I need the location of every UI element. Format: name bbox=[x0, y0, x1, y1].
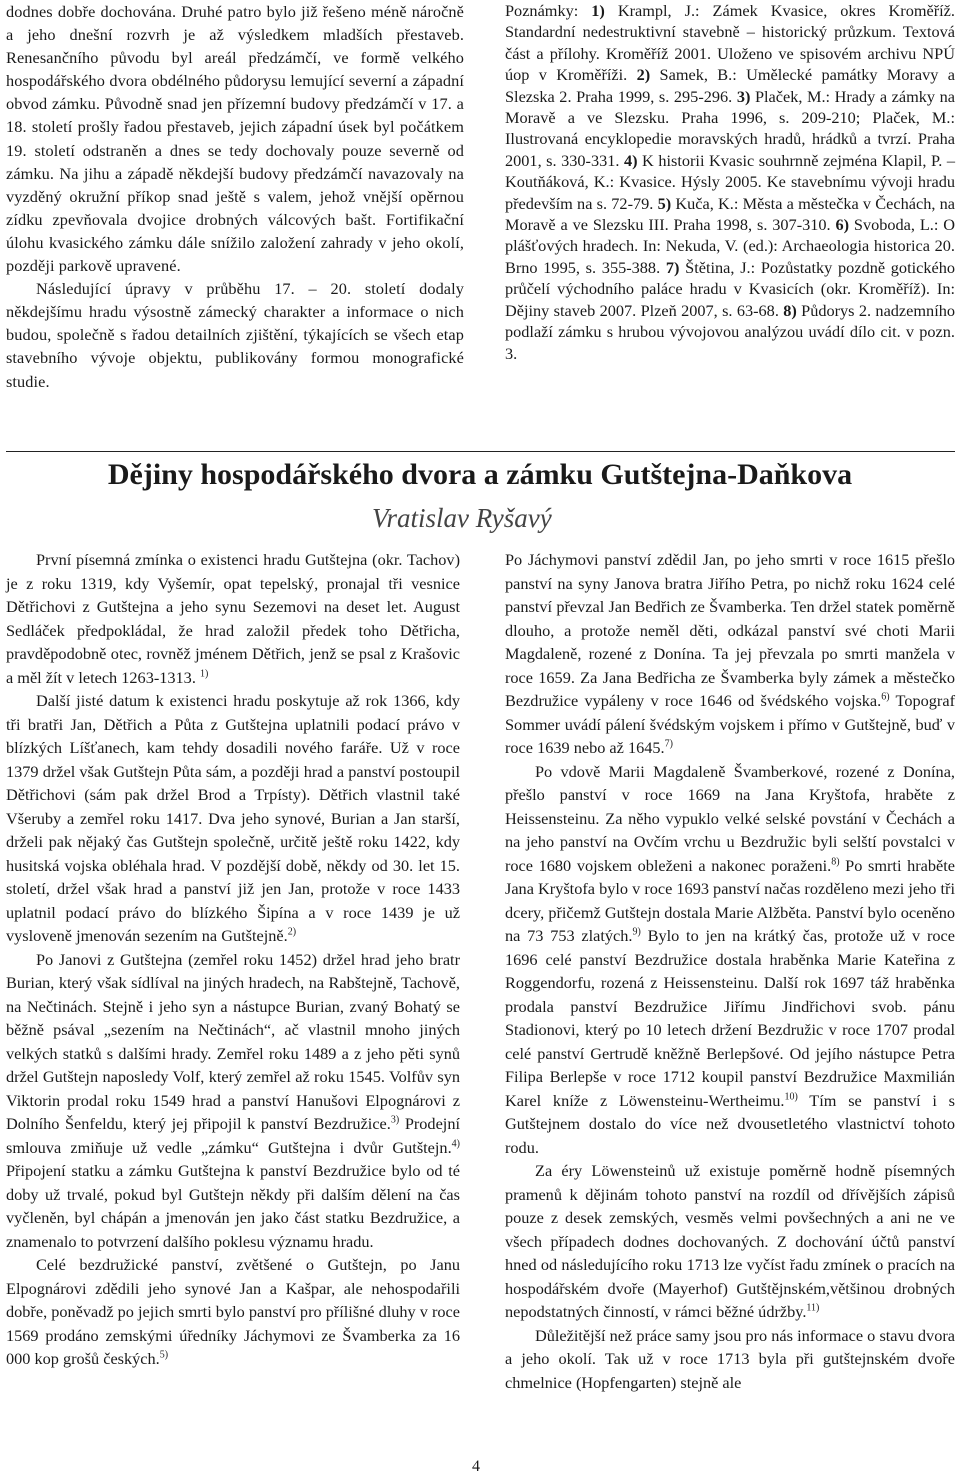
footnote-ref: 6) bbox=[881, 691, 890, 703]
note-number: 2) bbox=[636, 65, 651, 85]
notes-list bbox=[505, 0, 955, 364]
note-number: 3) bbox=[736, 86, 751, 106]
paragraph-text: Další jisté datum k existenci hradu poskytuje až rok 1366, kdy tři bratři Jan, Dětřich a Půta z Gutštejna uplatnili podací právo v blízkých Líšťanech, kam tehdy dosadili nového faráře. Už v roce 1379 držel však Gutštejn Půta sám, a později hrad a panství postoupil Dětřichovi (sám pak držel Brod a Trpísty). Dětřich vlastnil také Všeruby a zemřel roku 1417. Dva jeho synové, Burian a Jan starší, drželi pak nějaký čas Gutštejn společně, určitě ještě roku 1422, kdy husitská vojska obléhala hrad. V pozdější době, někdy od 30. let 15. století, držel však hrad a panství již jen Jan, protože v roce 1433 uplatnil podací právo do blízkého Šipína a v roce 1439 je už vysloveně jmenován sezením na Gutštejně. bbox=[6, 691, 460, 945]
note-number: 7) bbox=[665, 257, 680, 277]
paragraph bbox=[505, 548, 955, 760]
paragraph-text: Tím se panství i s Gutštejnem dostalo do více než dvousetletého vlastnictví tohoto rodu. bbox=[505, 1090, 955, 1157]
paragraph-text: Topograf Sommer uvádí pálení švédským vojskem i přímo v Gutštejně, buď v roce 1639 nebo až 1645. bbox=[505, 691, 955, 757]
footnote-ref: 8) bbox=[831, 856, 840, 868]
note-text: Plaček, M.: Hrady a zámky na Moravě a ve Slezsku. Praha 1996, s. 209-210; Plaček, M.: Ilustrovaná encyklopedie moravských hradů, hrádků a tvrzí. Praha 2001, s. 330-331. bbox=[505, 86, 956, 170]
footnote-ref: 1) bbox=[199, 668, 209, 680]
footnote-ref: 3) bbox=[390, 1114, 400, 1126]
footnote-ref: 11) bbox=[806, 1302, 820, 1314]
paragraph-text: Po Jáchymovi panství zdědil Jan, po jeho smrti v roce 1615 přešlo panství na syny Janova bratra Jiřího Petra, po nichž roku 1624 celé panství převzal Jan Bedřich ze Švamberka. Ten držel statek poměrně dlouho, a protože neměl děti, odkázal panství své choti Marii Magdaleně, rozené z Donína. Ta jej převzala po smrti manžela v roce 1659. Za Jana Bedřicha ze Švamberka byly zámek a městečko Bezdružice vypáleny v roce 1646 od švédského vojska. bbox=[505, 550, 955, 710]
article-title: Dějiny hospodářského dvora a zámku Gutštejna-Daňkova bbox=[107, 458, 853, 491]
paragraph: Následující úpravy v průběhu 17. – 20. století dodaly někdejšímu hradu výsostně zámecký charakter a informace o nich budou, společně s řadou detailních zjištění, týkajících se všech etap stavebního vývoje objektu, publikovány formou monografické studie. bbox=[6, 279, 464, 391]
paragraph bbox=[505, 1159, 955, 1324]
footnote-ref: 2) bbox=[287, 926, 297, 938]
paragraph bbox=[6, 1253, 460, 1371]
paragraph-text: Za éry Löwensteinů už existuje poměrně hodně písemných pramenů k dějinám tohoto panství na rozdíl od dřívějších zápisů pouze z desek zemských, vesměs velmi povšechných a ani ne ve všech případech dodnes dochovaných. Z dochování účtů panství hned od následujícího roku 1713 lze vyčíst řadu zmínek o pracích na hospodářském dvoře (Mayerhof) Gutštějnském,většinou drobných nepodstatných činností, v rámci běžné údržby. bbox=[505, 1161, 955, 1321]
article-left-column bbox=[6, 548, 460, 1371]
paragraph-text: Po smrti hraběte Jana Kryštofa bylo v roce 1693 panství načas rozděleno mezi jeho tři dcery, přičemž Gutštejn dostala Marie Alžběta. Panství bylo oceněno na 73 753 zlatých. bbox=[505, 855, 955, 945]
paragraph-text: Po vdově Marii Magdaleně Švamberkové, rozené z Donína, přešlo panství v roce 1669 na Jana Kryštofa, hraběte z Heissensteinu. Za něho vypuklo velké selské povstání v Čechách a na jeho panství na Ovčím vrchu u Bezdružic byli selští povstalci v roce 1680 vojskem obleženi a nakonec poraženi. bbox=[505, 761, 955, 875]
footnote-ref: 7) bbox=[664, 738, 673, 750]
note-number: 6) bbox=[835, 215, 850, 235]
paragraph: Důležitější než práce samy jsou pro nás informace o stavu dvora a jeho okolí. Tak už v roce 1713 byla při gutštejnském dvoře chmelnice (Hopfengarten) stejně ale bbox=[505, 1325, 955, 1392]
note-text: Kuča, K.: Města a městečka v Čechách, na Moravě a ve Slezsku III. Praha 1998, s. 307-310. bbox=[505, 193, 956, 235]
paragraph-text: Celé bezdružické panství, zvětšené o Gutštejn, po Janu Elpognárovi zdědili jeho synové Jan a Kašpar, ale nehospodařili dobře, poněvadž po jejich smrti bylo panství pro přílišné dluhy v roce 1569 prodáno zemskými úředníky Jáchymovi ze Švamberka za 16 000 kop grošů českých. bbox=[6, 1255, 460, 1368]
notes-column bbox=[505, 0, 955, 364]
paragraph: dodnes dobře dochována. Druhé patro bylo již řešeno méně náročně a jeho dnešní rozvrh je až výsledkem mladších přestaveb. Renesančního původu byl areál předzámčí, ve formě velkého hospodářského dvora obdélného půdorysu lemující severní a západní obvod zámku. Původně snad jen přízemní budovy předzámčí v 17. a 18. století prošly řadou přestaveb, jejich západní úsek byl počátkem 19. století odstraněn a dnes se tedy dochovaly pouze severně od zámku. Na jihu a západě někdejší budovy předzámčí navazovaly na vyzděný okružní příkop snad ještě s valem, jehož vnější opěrnou zídku zpevňovala dvojice drobných válcových bašt. Fortifikační úlohu kvasického zámku dále snížilo založení zahrady v jeho okolí, později parkově upravené. bbox=[6, 2, 464, 276]
article-author: Vratislav Ryšavý bbox=[372, 503, 552, 533]
article-right-column bbox=[505, 548, 955, 1394]
note-number: 8) bbox=[783, 300, 797, 320]
note-number: 1) bbox=[591, 1, 605, 20]
top-left-column bbox=[6, 0, 464, 393]
note-text: Krampl, J.: Zámek Kvasice, okres Kroměříž. Standardní nedestruktivní stavebně – historický průzkum. Textová část a přílohy. Kroměříž 2001. Uloženo ve spisovém archivu NPÚ úop v Kroměříži. bbox=[505, 1, 955, 85]
paragraph bbox=[6, 689, 460, 948]
note-number: 4) bbox=[623, 150, 638, 170]
note-number: 5) bbox=[657, 193, 672, 213]
section-divider bbox=[6, 451, 955, 452]
paragraph bbox=[505, 760, 955, 1160]
paragraph-text: Po Janovi z Gutštejna (zemřel roku 1452) držel hrad jeho bratr Burian, který však sídlíval na jiných hradech, na Rabštejně, Tachově, na Nečtinách. Stejně i jeho syn a nástupce Burian, zvaný Bohatý se běžně psával „sezením na Nečtinách“, ač vlastnil mnoho jiných velkých statků s dalšími hrady. Zemřel roku 1489 a z jeho pěti synů držel Gutštejn naposledy Volf, který zemřel až roku 1545. Volfův syn Viktorin prodal roku 1549 hrad a panství Hanušovi Elpognárovi z Dolního Šenfeldu, který jej připojil k panství Bezdružice. bbox=[6, 949, 460, 1133]
paragraph-text: Prodejní smlouva zmiňuje už vedle „zámku“ Gutštejna i dvůr Gutštejn. bbox=[6, 1114, 460, 1157]
note-text: K historii Kvasic souhrnně zejména Klapil, P. – Koutňáková, K.: Kvasice. Hýsly 2005. Ke stavebnímu vývoji hradu především na s. 72-79. bbox=[505, 150, 956, 213]
paragraph bbox=[6, 948, 460, 1254]
note-text: Svoboda, L.: O plášťových hradech. In: Nekuda, V. (ed.): Archaeologia historica 20. Brno 1995, s. 355-388. bbox=[505, 215, 956, 277]
notes-label: Poznámky: bbox=[505, 1, 579, 20]
paragraph-text: Bylo to jen na krátký čas, protože už v roce 1696 celé panství Bezdružice dostala hraběnka Marie Kateřina z Roggendorfu, rozená z Heissensteinu. Další rok 1697 táž hraběnka prodala panství Bezdružice Jiřímu Jindřichovi svob. pánu Stadionovi, který po 10 letech držení Bezdružic v roce 1707 prodal celé panství Gertrudě kněžně Berlepšové. Od jejího nástupce Petra Filipa Berlepše v roce 1712 koupil panství Bezdružice Maxmilián Karel kníže z Löwensteinu-Wertheimu. bbox=[505, 926, 955, 1110]
footnote-ref: 9) bbox=[632, 926, 641, 938]
note-text: Samek, B.: Umělecké památky Moravy a Slezska 2. Praha 1999, s. 295-296. bbox=[505, 65, 956, 106]
footnote-ref: 10) bbox=[784, 1091, 798, 1103]
footnote-ref: 5) bbox=[159, 1349, 169, 1361]
paragraph-text: Připojení statku a zámku Gutštejna k panství Bezdružice bylo od té doby už trvalé, pokud byl Gutštejn někdy při dalším dělení na čas vyčleněn, byl chápán a jmenován jen jako část statku Bezdružice, a znamenalo to potvrzení dalšího poklesu významu hradu. bbox=[6, 1161, 460, 1251]
paragraph-text: První písemná zmínka o existenci hradu Gutštejna (okr. Tachov) je z roku 1319, kdy Vyšemír, opat tepelský, pronajal tři vesnice Dětřichovi z Gutštejna a jeho synu Sezemovi na deset let. August Sedláček předpokládal, že hrad založil předek toho Dětřicha, pravděpodobně otec, rovněž jménem Dětřich, jenž se psal z Krašovic a měl žít v letech 1263-1313. bbox=[6, 550, 460, 687]
note-text: Štětina, J.: Pozůstatky pozdně gotického průčelí východního paláce hradu v Kvasicích (okr. Kroměříž). In: Dějiny staveb 2007. Plzeň 2007, s. 63-68. bbox=[505, 257, 955, 320]
footnote-ref: 4) bbox=[451, 1138, 460, 1150]
page-number: 4 bbox=[472, 1458, 480, 1475]
note-text: Půdorys 2. nadzemního podlaží zámku s hrubou vývojovou analýzou uvádí dílo cit. v pozn. 3. bbox=[505, 300, 955, 363]
paragraph bbox=[6, 548, 460, 689]
